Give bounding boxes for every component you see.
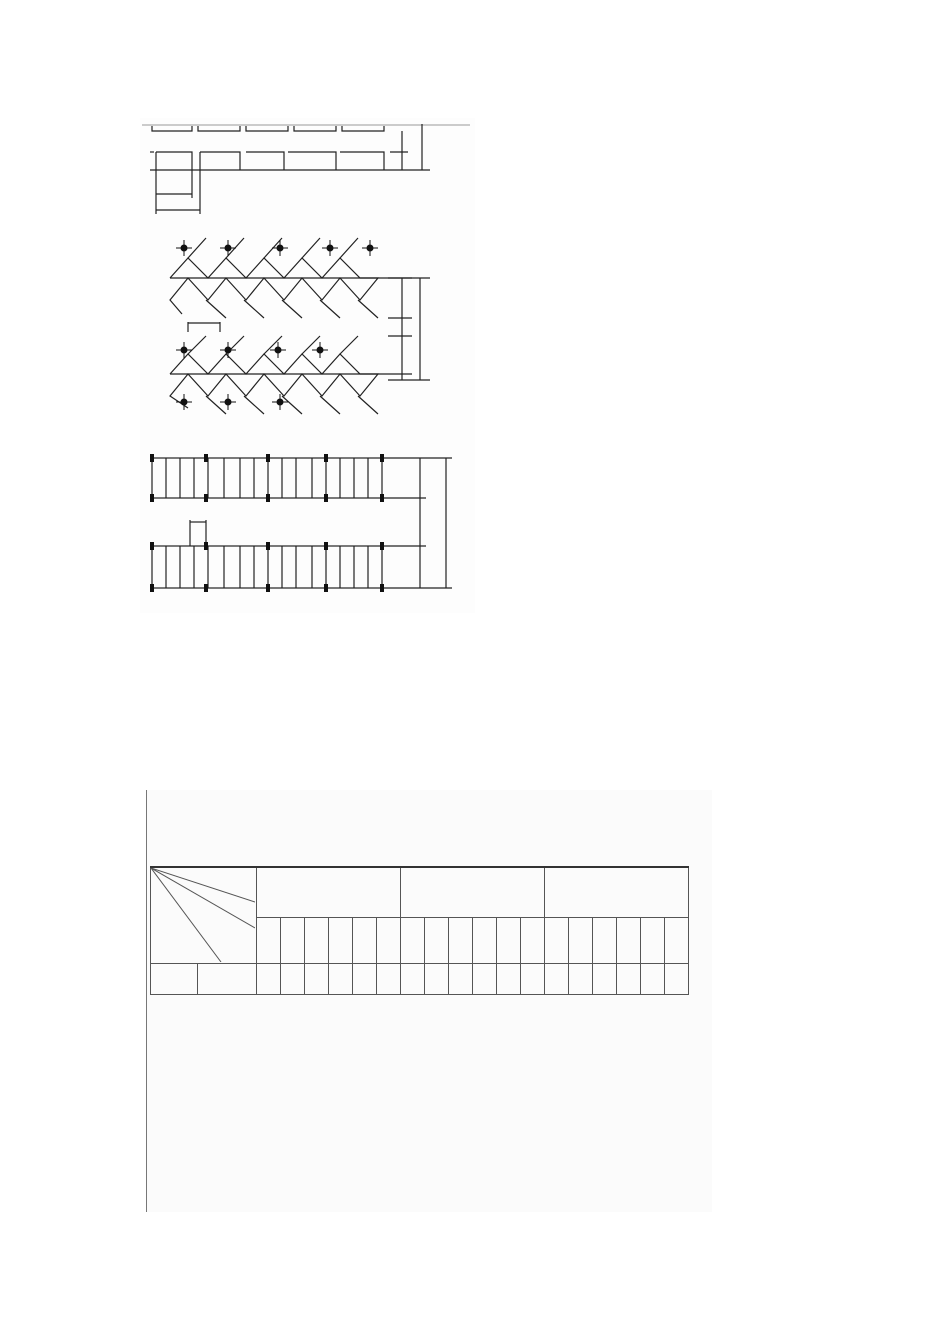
parking-type-parallel [151,963,198,994]
vehicle-type-header [329,917,353,963]
table-cell [665,963,689,994]
vehicle-type-header [473,917,497,963]
table-cell [449,963,473,994]
parking-layout-figure [140,118,475,613]
table-cell [305,963,329,994]
vehicle-type-header [425,917,449,963]
table-cell [281,963,305,994]
table-cell [521,963,545,994]
table-cell [425,963,449,994]
vehicle-type-header [257,917,281,963]
table-cell [257,963,281,994]
vehicle-type-header [521,917,545,963]
table-row [151,963,689,994]
vehicle-type-header [353,917,377,963]
table-cell [569,963,593,994]
vehicle-type-header [641,917,665,963]
table-cell [377,963,401,994]
parking-mode [198,963,257,994]
vehicle-type-header [593,917,617,963]
table-cell [617,963,641,994]
vehicle-type-header [545,917,569,963]
table-cell [473,963,497,994]
table-title [194,832,224,844]
table-cell [401,963,425,994]
group-header-we [257,867,401,917]
table-cell [353,963,377,994]
corner-diagonals [151,868,255,962]
table-cell [641,963,665,994]
table-cell [593,963,617,994]
vehicle-type-header [281,917,305,963]
table-cell [497,963,521,994]
table-scan [146,790,712,1212]
vehicle-type-header [665,917,689,963]
vehicle-type-header [401,917,425,963]
parking-dimension-table [150,866,689,995]
vehicle-type-header [617,917,641,963]
table-body [151,963,689,994]
table-cell [329,963,353,994]
vehicle-type-header [449,917,473,963]
vehicle-type-header [377,917,401,963]
group-header-lt [401,867,545,917]
group-header-wd [545,867,689,917]
vehicle-type-header [497,917,521,963]
table-corner-header [151,867,257,963]
table-cell [545,963,569,994]
vehicle-type-header [305,917,329,963]
vehicle-type-header [569,917,593,963]
